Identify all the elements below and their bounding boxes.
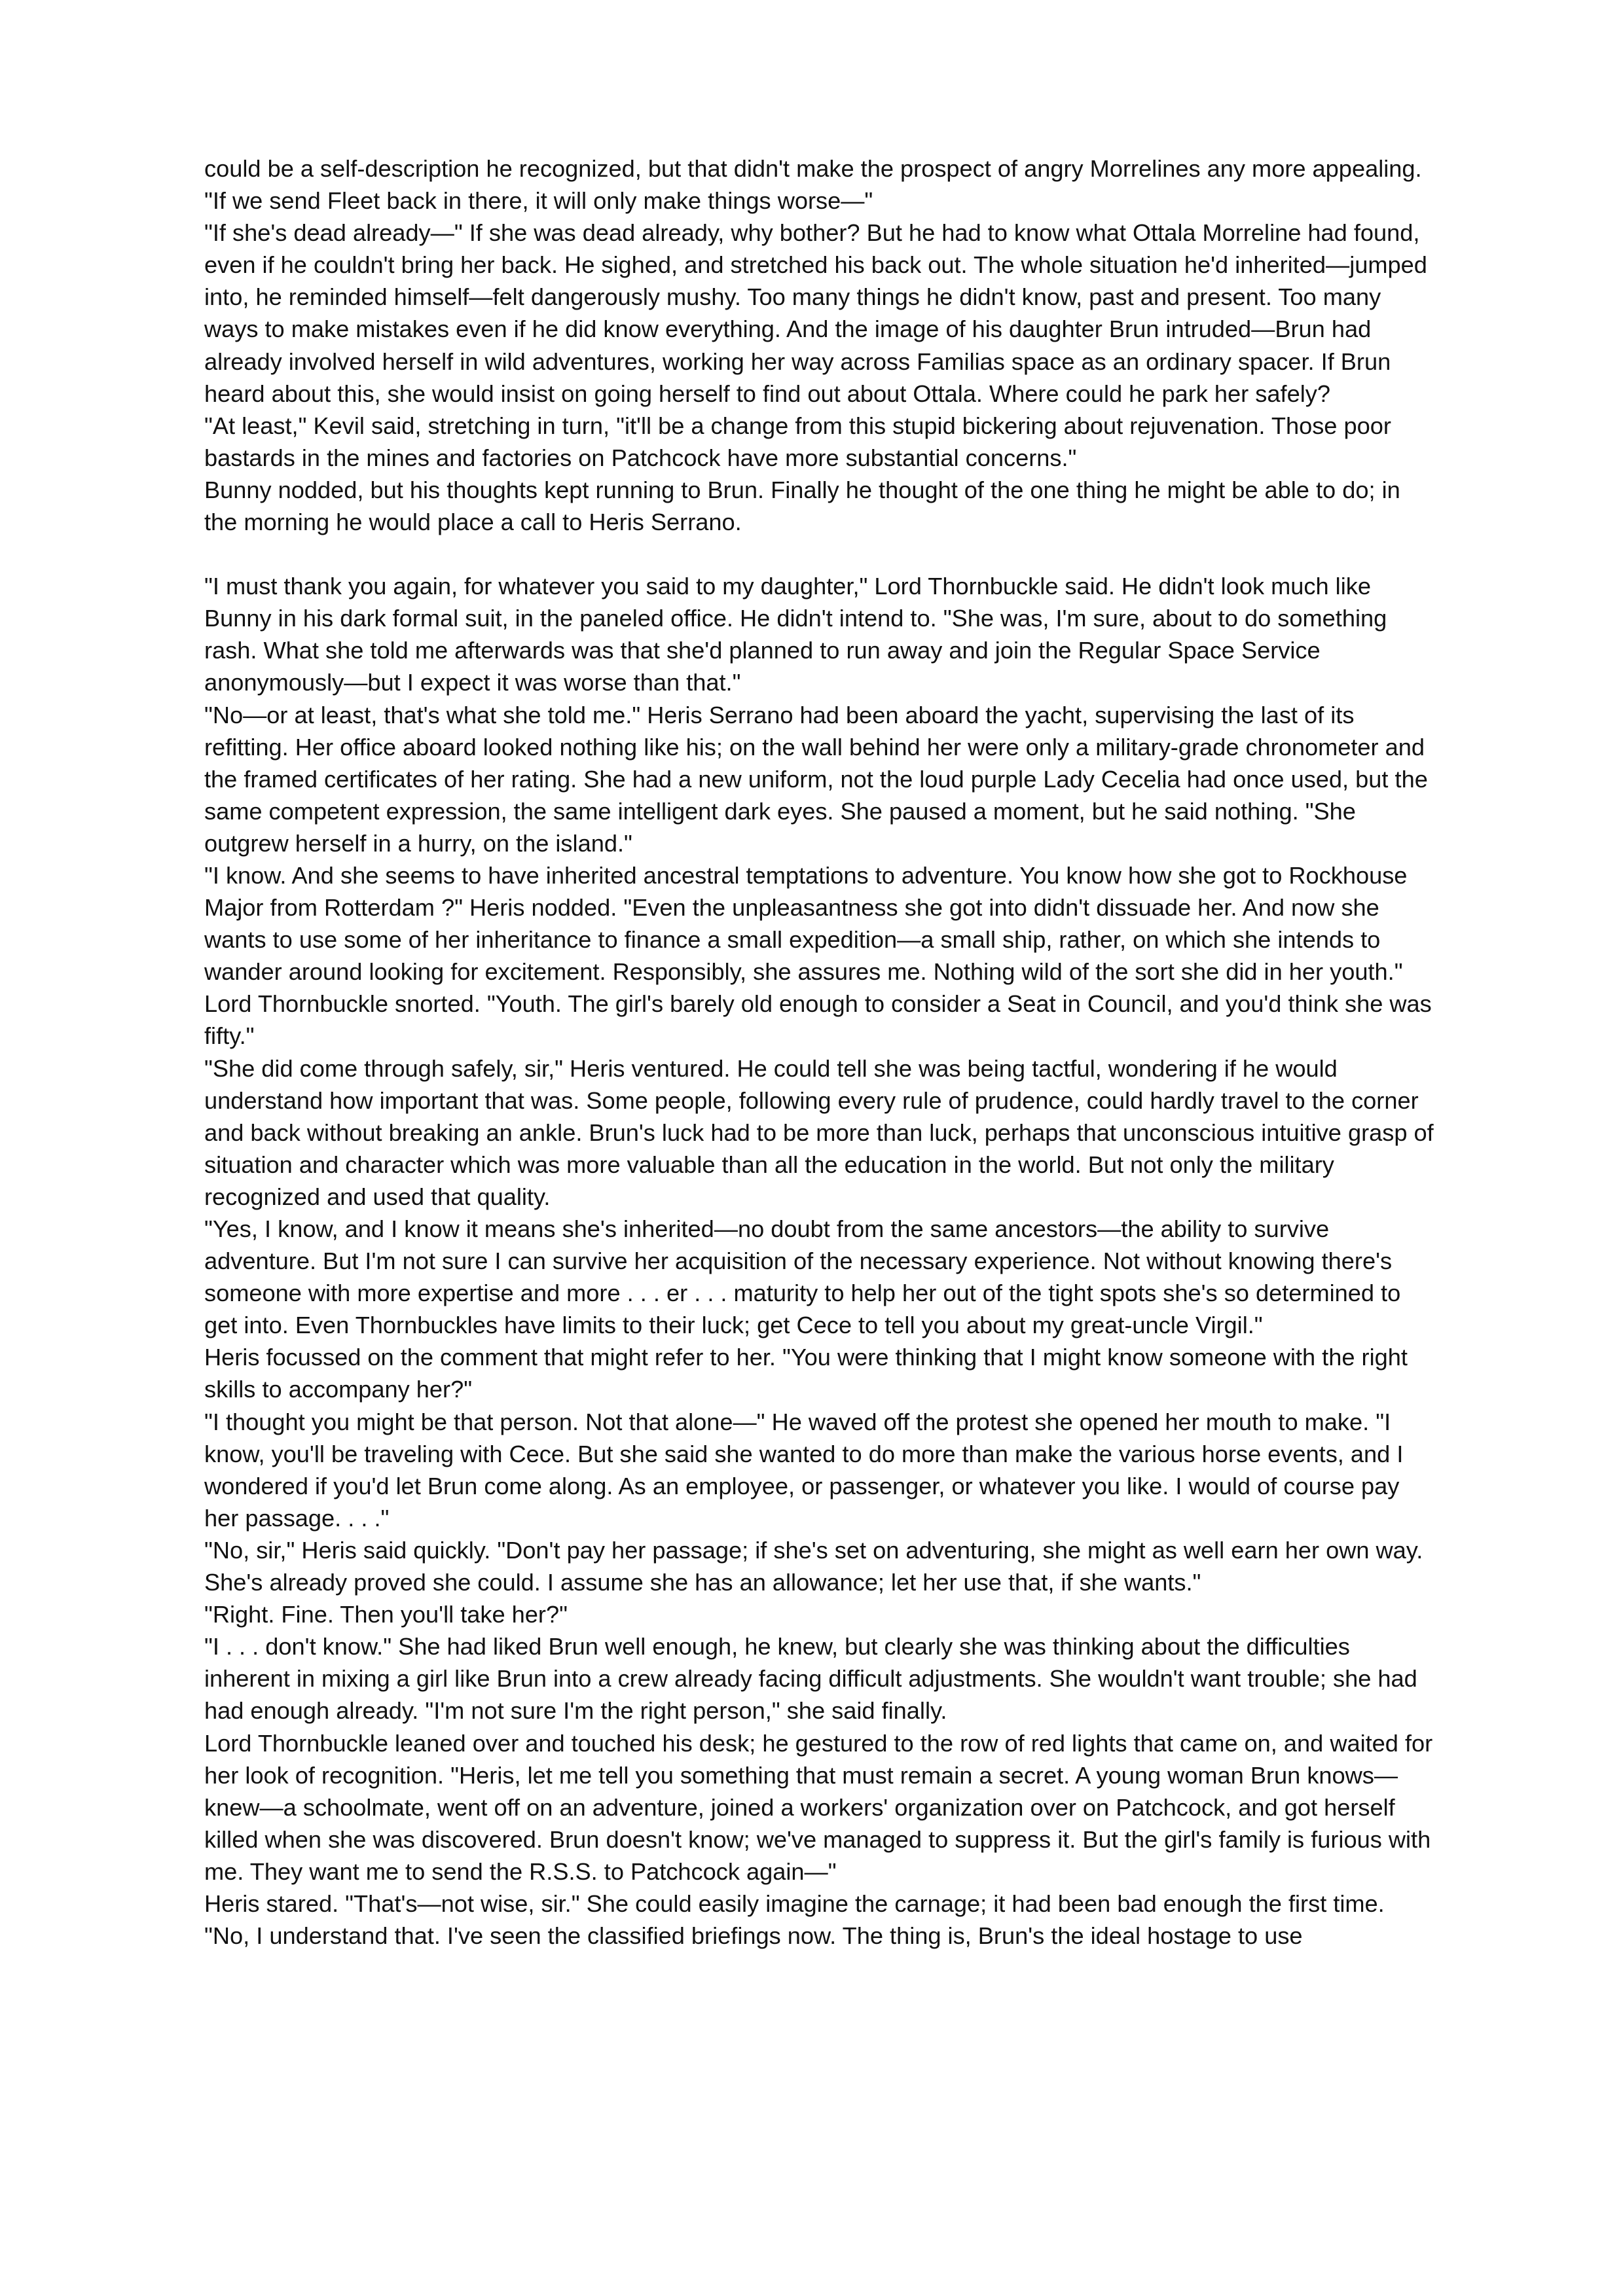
paragraph: "She did come through safely, sir," Heris ventured. He could tell she was being tactful, wondering if he would understand how important that was. Some people, following every rule of prudence, could hardly travel to the corner and back without breaking an ankle. Brun's luck had to be more than luck, perhaps that unconscious intuitive grasp of situation and character which was more valuable than all the education in the world. But not only the military recognized and used that quality. [204, 1054, 1434, 1210]
paragraph: "Right. Fine. Then you'll take her?" [204, 1601, 568, 1628]
paragraph: Heris focussed on the comment that might refer to her. "You were thinking that I might know someone with the right skills to accompany her?" [204, 1344, 1408, 1403]
paragraph: Lord Thornbuckle leaned over and touched his desk; he gestured to the row of red lights that came on, and waited for her look of recognition. "Heris, let me tell you something that must remain a secret. A young woman Brun knows—knew—a schoolmate, went off on an adventure, joined a workers' organization over on Patchcock, and got herself killed when she was discovered. Brun doesn't know; we've managed to suppress it. But the girl's family is furious with me. They want me to send the R.S.S. to Patchcock again—" [204, 1729, 1433, 1885]
body-text [204, 152, 1435, 1952]
paragraph: "I must thank you again, for whatever you said to my daughter," Lord Thornbuckle said. He didn't look much like Bunny in his dark formal suit, in the paneled office. He didn't intend to. "She was, I'm sure, about to do something rash. What she told me afterwards was that she'd planned to run away and join the Regular Space Service anonymously—but I expect it was worse than that." [204, 573, 1387, 696]
paragraph: "I thought you might be that person. Not that alone—" He waved off the protest she opened her mouth to make. "I know, you'll be traveling with Cece. But she said she wanted to do more than make the various horse events, and I wondered if you'd let Brun come along. As an employee, or passenger, or whatever you like. I would of course pay her passage. . . ." [204, 1408, 1404, 1532]
paragraph: "I . . . don't know." She had liked Brun well enough, he knew, but clearly she was thinking about the difficulties inherent in mixing a girl like Brun into a crew already facing difficult adjustments. She wouldn't want trouble; she had had enough already. "I'm not sure I'm the right person," she said finally. [204, 1633, 1417, 1725]
paragraph: "If we send Fleet back in there, it will only make things worse—" [204, 187, 873, 215]
paragraph: "If she's dead already—" If she was dead already, why bother? But he had to know what Ottala Morreline had found, even if he couldn't bring her back. He sighed, and stretched his back out. The whole situation he'd inherited—jumped into, he reminded himself—felt dangerously mushy. Too many things he didn't know, past and present. Too many ways to make mistakes even if he did know everything. And the image of his daughter Brun intruded—Brun had already involved herself in wild adventures, working her way across Familias space as an ordinary spacer. If Brun heard about this, she would insist on going herself to find out about Ottala. Where could he park her safely? [204, 219, 1427, 407]
paragraph: "No—or at least, that's what she told me." Heris Serrano had been aboard the yacht, supervising the last of its refitting. Her office aboard looked nothing like his; on the wall behind her were only a military-grade chronometer and the framed certificates of her rating. She had a new uniform, not the loud purple Lady Cecelia had once used, but the same competent expression, the same intelligent dark eyes. She paused a moment, but he said nothing. "She outgrew herself in a hurry, on the island." [204, 701, 1428, 857]
paragraph: "Yes, I know, and I know it means she's inherited—no doubt from the same ancestors—the ability to survive adventure. But I'm not sure I can survive her acquisition of the necessary experience. Not without knowing there's someone with more expertise and more . . . er . . . maturity to help her out of the tight spots she's so determined to get into. Even Thornbuckles have limits to their luck; get Cece to tell you about my great-uncle Virgil." [204, 1215, 1401, 1339]
paragraph: Heris stared. "That's—not wise, sir." She could easily imagine the carnage; it had been bad enough the first time. [204, 1890, 1385, 1917]
paragraph: "At least," Kevil said, stretching in turn, "it'll be a change from this stupid bickering about rejuvenation. Those poor bastards in the mines and factories on Patchcock have more substantial concerns." [204, 412, 1391, 471]
paragraph: "No, I understand that. I've seen the classified briefings now. The thing is, Brun's the ideal hostage to use [204, 1922, 1303, 1950]
paragraph: Bunny nodded, but his thoughts kept running to Brun. Finally he thought of the one thing he might be able to do; in the morning he would place a call to Heris Serrano. [204, 476, 1400, 536]
paragraph: "No, sir," Heris said quickly. "Don't pay her passage; if she's set on adventuring, she might as well earn her own way. She's already proved she could. I assume she has an allowance; let her use that, if she wants." [204, 1536, 1423, 1596]
section-break [204, 538, 1435, 570]
paragraph: "I know. And she seems to have inherited ancestral temptations to adventure. You know how she got to Rockhouse Major from Rotterdam ?" Heris nodded. "Even the unpleasantness she got into didn't dissuade her. And now she wants to use some of her inheritance to finance a small expedition—a small ship, rather, on which she intends to wander around looking for excitement. Responsibly, she assures me. Nothing wild of the sort she did in her youth." Lord Thornbuckle snorted. "Youth. The girl's barely old enough to consider a Seat in Council, and you'd think she was fifty." [204, 861, 1432, 1050]
paragraph: could be a self-description he recognized, but that didn't make the prospect of angry Morrelines any more appealing. [204, 155, 1422, 182]
